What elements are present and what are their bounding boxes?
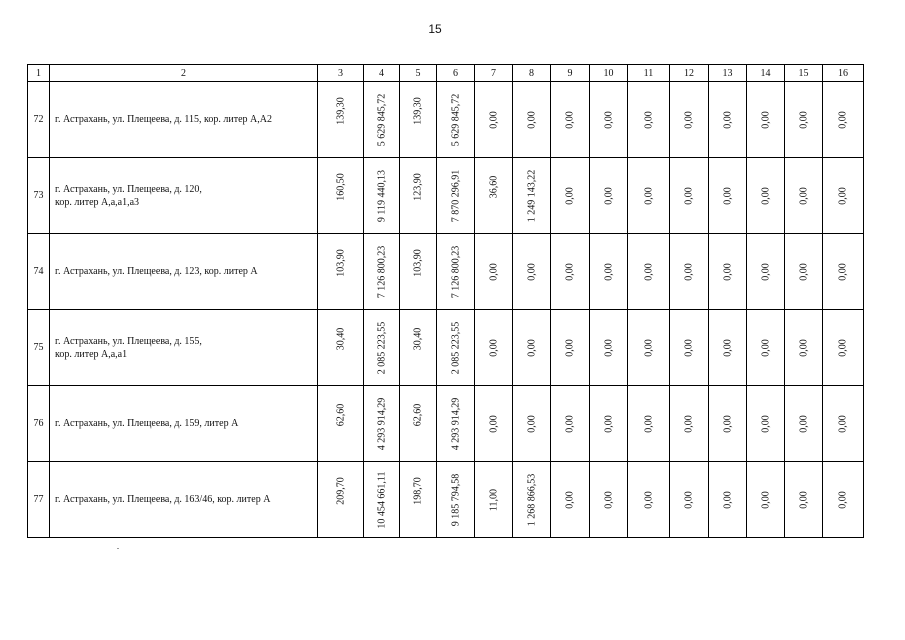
column-header-3: 3 (318, 65, 364, 82)
value-col-11: 0,00 (643, 490, 654, 509)
value-col-8: 0,00 (526, 110, 537, 129)
value-col-15: 0,00 (798, 262, 809, 281)
value-col-6: 7 870 296,91 (450, 169, 461, 222)
cost-total: 9 119 440,13 (376, 169, 387, 222)
area-total: 62,60 (335, 403, 346, 426)
value-col-12: 0,00 (683, 338, 695, 357)
value-col-14: 0,00 (760, 110, 771, 129)
value-col-8: 1 249 143,22 (526, 169, 537, 222)
column-header-4: 4 (364, 65, 400, 82)
value-col-9: 0,00 (564, 186, 576, 205)
column-header-16: 16 (823, 65, 864, 82)
column-header-11: 11 (628, 65, 670, 82)
table-row (28, 386, 864, 462)
address-line: кор. литер А,а,а1,а3 (55, 196, 140, 208)
value-col-10: 0,00 (603, 338, 614, 357)
value-col-7: 0,00 (488, 110, 499, 129)
value-col-9: 0,00 (564, 414, 576, 433)
area-total: 139,30 (335, 96, 346, 125)
address-cell (50, 386, 318, 462)
address-cell (50, 310, 318, 386)
value-col-8: 0,00 (526, 414, 537, 433)
value-col-7: 0,00 (488, 338, 499, 357)
value-col-7: 11,00 (488, 488, 499, 511)
row-number: 75 (28, 310, 50, 386)
value-col-5: 123,90 (412, 172, 424, 201)
value-col-10: 0,00 (603, 186, 614, 205)
table-row (28, 82, 864, 158)
column-header-7: 7 (475, 65, 513, 82)
address-line: кор. литер А,а,а1 (55, 348, 128, 360)
address-cell (50, 82, 318, 158)
value-col-15: 0,00 (798, 186, 809, 205)
value-col-10: 0,00 (603, 262, 614, 281)
register-table (27, 64, 864, 538)
value-col-13: 0,00 (722, 110, 733, 129)
column-header-13: 13 (709, 65, 747, 82)
value-col-16: 0,00 (837, 338, 849, 357)
scan-speck (117, 548, 119, 549)
column-header-14: 14 (747, 65, 785, 82)
row-number: 74 (28, 234, 50, 310)
page-number: 15 (428, 22, 442, 36)
value-col-5: 103,90 (412, 248, 424, 277)
value-col-8: 0,00 (526, 338, 537, 357)
value-col-10: 0,00 (603, 490, 614, 509)
value-col-14: 0,00 (760, 338, 771, 357)
row-number: 76 (28, 386, 50, 462)
value-col-13: 0,00 (722, 186, 733, 205)
column-header-8: 8 (513, 65, 551, 82)
value-col-7: 0,00 (488, 414, 499, 433)
value-col-12: 0,00 (683, 262, 695, 281)
column-header-12: 12 (670, 65, 709, 82)
value-col-16: 0,00 (837, 186, 849, 205)
value-col-8: 0,00 (526, 262, 537, 281)
column-header-9: 9 (551, 65, 590, 82)
value-col-16: 0,00 (837, 262, 849, 281)
value-col-7: 0,00 (488, 262, 499, 281)
address-cell (50, 462, 318, 538)
header-row (28, 65, 864, 82)
value-col-16: 0,00 (837, 490, 849, 509)
value-col-6: 2 085 223,55 (450, 321, 461, 374)
cost-total: 5 629 845,72 (376, 93, 387, 146)
value-col-9: 0,00 (564, 338, 576, 357)
value-col-6: 4 293 914,29 (450, 397, 461, 450)
value-col-5: 62,60 (412, 403, 424, 426)
address-line: г. Астрахань, ул. Плещеева, д. 155, (55, 335, 202, 347)
address-cell (50, 234, 318, 310)
area-total: 209,70 (335, 476, 346, 505)
value-col-6: 7 126 800,23 (450, 245, 461, 298)
value-col-15: 0,00 (798, 490, 809, 509)
address-line: г. Астрахань, ул. Плещеева, д. 123, кор. литер А (55, 266, 258, 277)
address-line: г. Астрахань, ул. Плещеева, д. 159, литер А (55, 418, 239, 429)
table-row (28, 462, 864, 538)
column-header-5: 5 (400, 65, 437, 82)
value-col-16: 0,00 (837, 110, 849, 129)
area-total: 160,50 (335, 172, 346, 201)
value-col-11: 0,00 (643, 110, 654, 129)
column-header-6: 6 (437, 65, 475, 82)
value-col-9: 0,00 (564, 490, 576, 509)
value-col-13: 0,00 (722, 414, 733, 433)
value-col-14: 0,00 (760, 186, 771, 205)
column-header-2: 2 (50, 65, 318, 82)
value-col-16: 0,00 (837, 414, 849, 433)
value-col-12: 0,00 (683, 490, 695, 509)
value-col-13: 0,00 (722, 490, 733, 509)
column-header-15: 15 (785, 65, 823, 82)
area-total: 30,40 (335, 327, 346, 350)
table-row (28, 310, 864, 386)
value-col-15: 0,00 (798, 338, 809, 357)
area-total: 103,90 (335, 248, 346, 277)
value-col-7: 36,60 (488, 175, 499, 198)
value-col-11: 0,00 (643, 338, 654, 357)
value-col-6: 5 629 845,72 (450, 93, 461, 146)
address-line: г. Астрахань, ул. Плещеева, д. 115, кор. литер А,А2 (55, 114, 273, 125)
value-col-12: 0,00 (683, 110, 695, 129)
value-col-9: 0,00 (564, 262, 576, 281)
value-col-12: 0,00 (683, 186, 695, 205)
value-col-11: 0,00 (643, 414, 654, 433)
value-col-13: 0,00 (722, 338, 733, 357)
cost-total: 10 454 661,11 (376, 470, 387, 529)
value-col-14: 0,00 (760, 414, 771, 433)
value-col-12: 0,00 (683, 414, 695, 433)
value-col-10: 0,00 (603, 110, 614, 129)
row-number: 72 (28, 82, 50, 158)
address-cell (50, 158, 318, 234)
row-number: 73 (28, 158, 50, 234)
row-number: 77 (28, 462, 50, 538)
cost-total: 2 085 223,55 (376, 321, 387, 374)
address-line: г. Астрахань, ул. Плещеева, д. 163/46, кор. литер А (55, 494, 271, 505)
value-col-15: 0,00 (798, 110, 809, 129)
value-col-15: 0,00 (798, 414, 809, 433)
value-col-13: 0,00 (722, 262, 733, 281)
value-col-9: 0,00 (564, 110, 576, 129)
value-col-11: 0,00 (643, 186, 654, 205)
table-row (28, 158, 864, 234)
value-col-5: 139,30 (412, 96, 424, 125)
value-col-11: 0,00 (643, 262, 654, 281)
value-col-14: 0,00 (760, 490, 771, 509)
column-header-10: 10 (590, 65, 628, 82)
address-line: г. Астрахань, ул. Плещеева, д. 120, (55, 183, 202, 195)
value-col-6: 9 185 794,58 (450, 473, 461, 526)
cost-total: 4 293 914,29 (376, 397, 387, 450)
column-header-1: 1 (28, 65, 50, 82)
value-col-5: 30,40 (412, 327, 424, 350)
value-col-10: 0,00 (603, 414, 614, 433)
cost-total: 7 126 800,23 (376, 245, 387, 298)
value-col-8: 1 268 866,53 (526, 473, 537, 526)
value-col-14: 0,00 (760, 262, 771, 281)
table-row (28, 234, 864, 310)
value-col-5: 198,70 (412, 476, 424, 505)
